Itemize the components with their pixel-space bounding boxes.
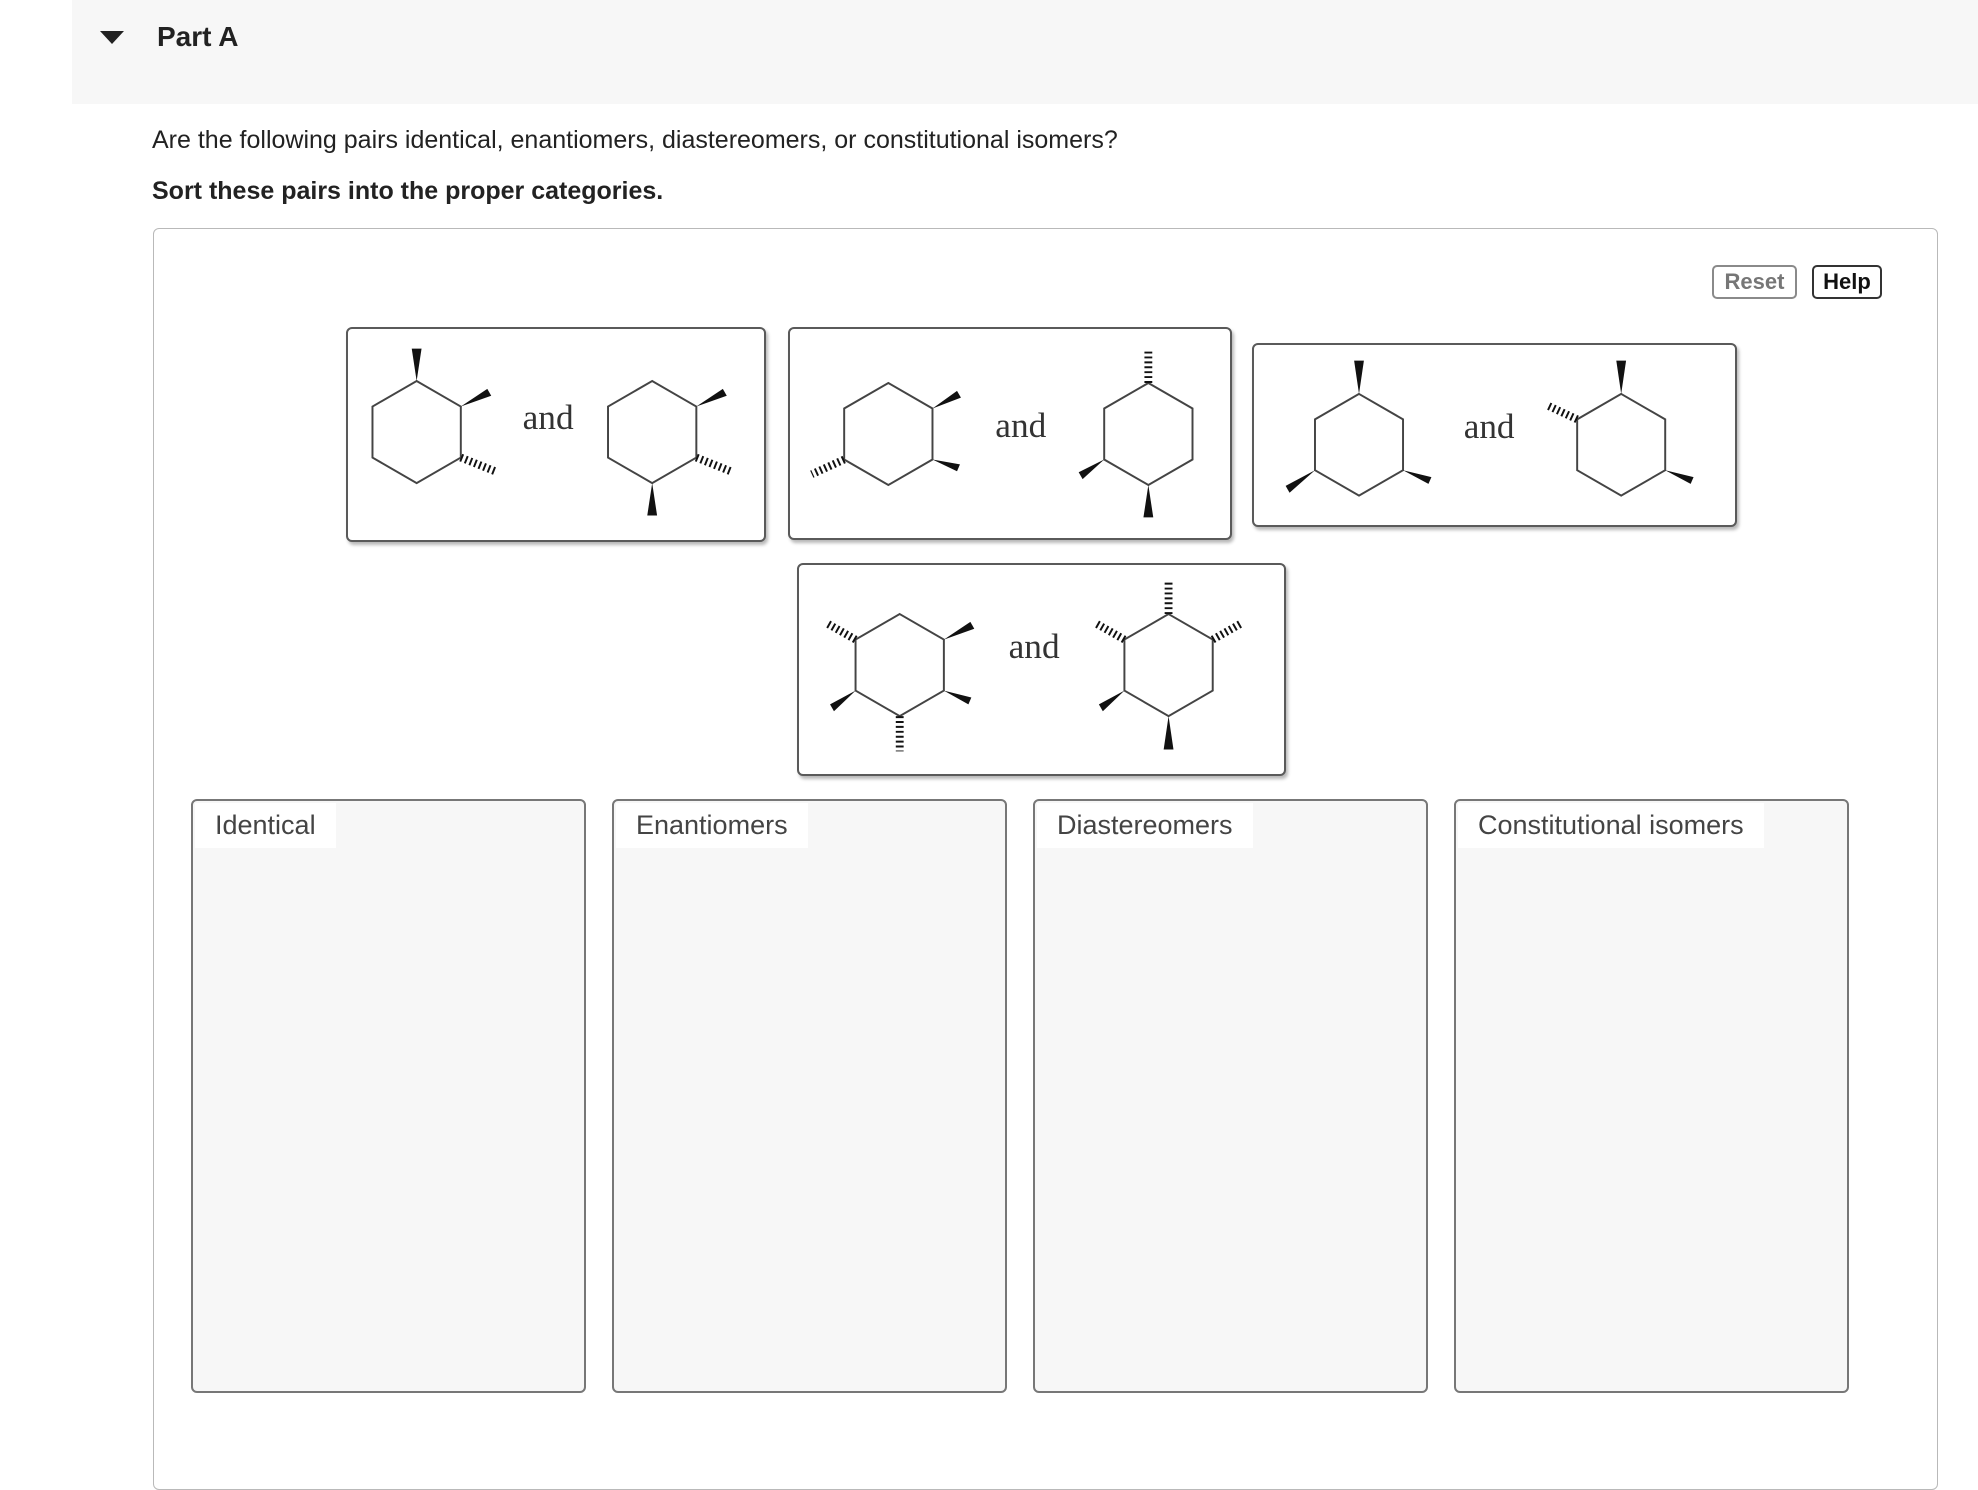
- question-text: Are the following pairs identical, enantiomers, diastereomers, or constitutional isomers?: [152, 126, 1118, 154]
- help-button[interactable]: Help: [1812, 265, 1882, 299]
- bin-identical[interactable]: [191, 799, 586, 1393]
- pair-4-connector: and: [1008, 627, 1060, 667]
- bin-diastereomers[interactable]: [1033, 799, 1428, 1393]
- part-title: Part A: [157, 21, 239, 52]
- pair-2-connector: and: [995, 405, 1047, 445]
- collapse-caret-icon[interactable]: [100, 31, 124, 44]
- bin-enantiomers[interactable]: [612, 799, 1007, 1393]
- pair-3-structures-icon: [1254, 345, 1735, 525]
- instruction-text: Sort these pairs into the proper categories.: [152, 177, 664, 205]
- bin-identical-label: Identical: [195, 803, 336, 848]
- bin-enantiomers-label: Enantiomers: [616, 803, 808, 848]
- bin-diastereomers-label: Diastereomers: [1037, 803, 1253, 848]
- pair-card-1[interactable]: [346, 327, 766, 542]
- reset-button[interactable]: Reset: [1712, 265, 1797, 299]
- pair-3-connector: and: [1463, 406, 1515, 446]
- pair-4-structures-icon: [799, 565, 1284, 774]
- bin-constitutional-isomers[interactable]: [1454, 799, 1849, 1393]
- pair-card-4[interactable]: [797, 563, 1286, 776]
- pair-2-structures-icon: [790, 329, 1230, 538]
- pair-card-2[interactable]: [788, 327, 1232, 540]
- pair-card-3[interactable]: [1252, 343, 1737, 527]
- bin-constitutional-isomers-label: Constitutional isomers: [1458, 803, 1764, 848]
- pair-1-connector: and: [522, 398, 574, 438]
- pair-1-structures-icon: [348, 329, 764, 540]
- part-header: [72, 0, 1978, 104]
- sorting-workspace: [153, 228, 1938, 1490]
